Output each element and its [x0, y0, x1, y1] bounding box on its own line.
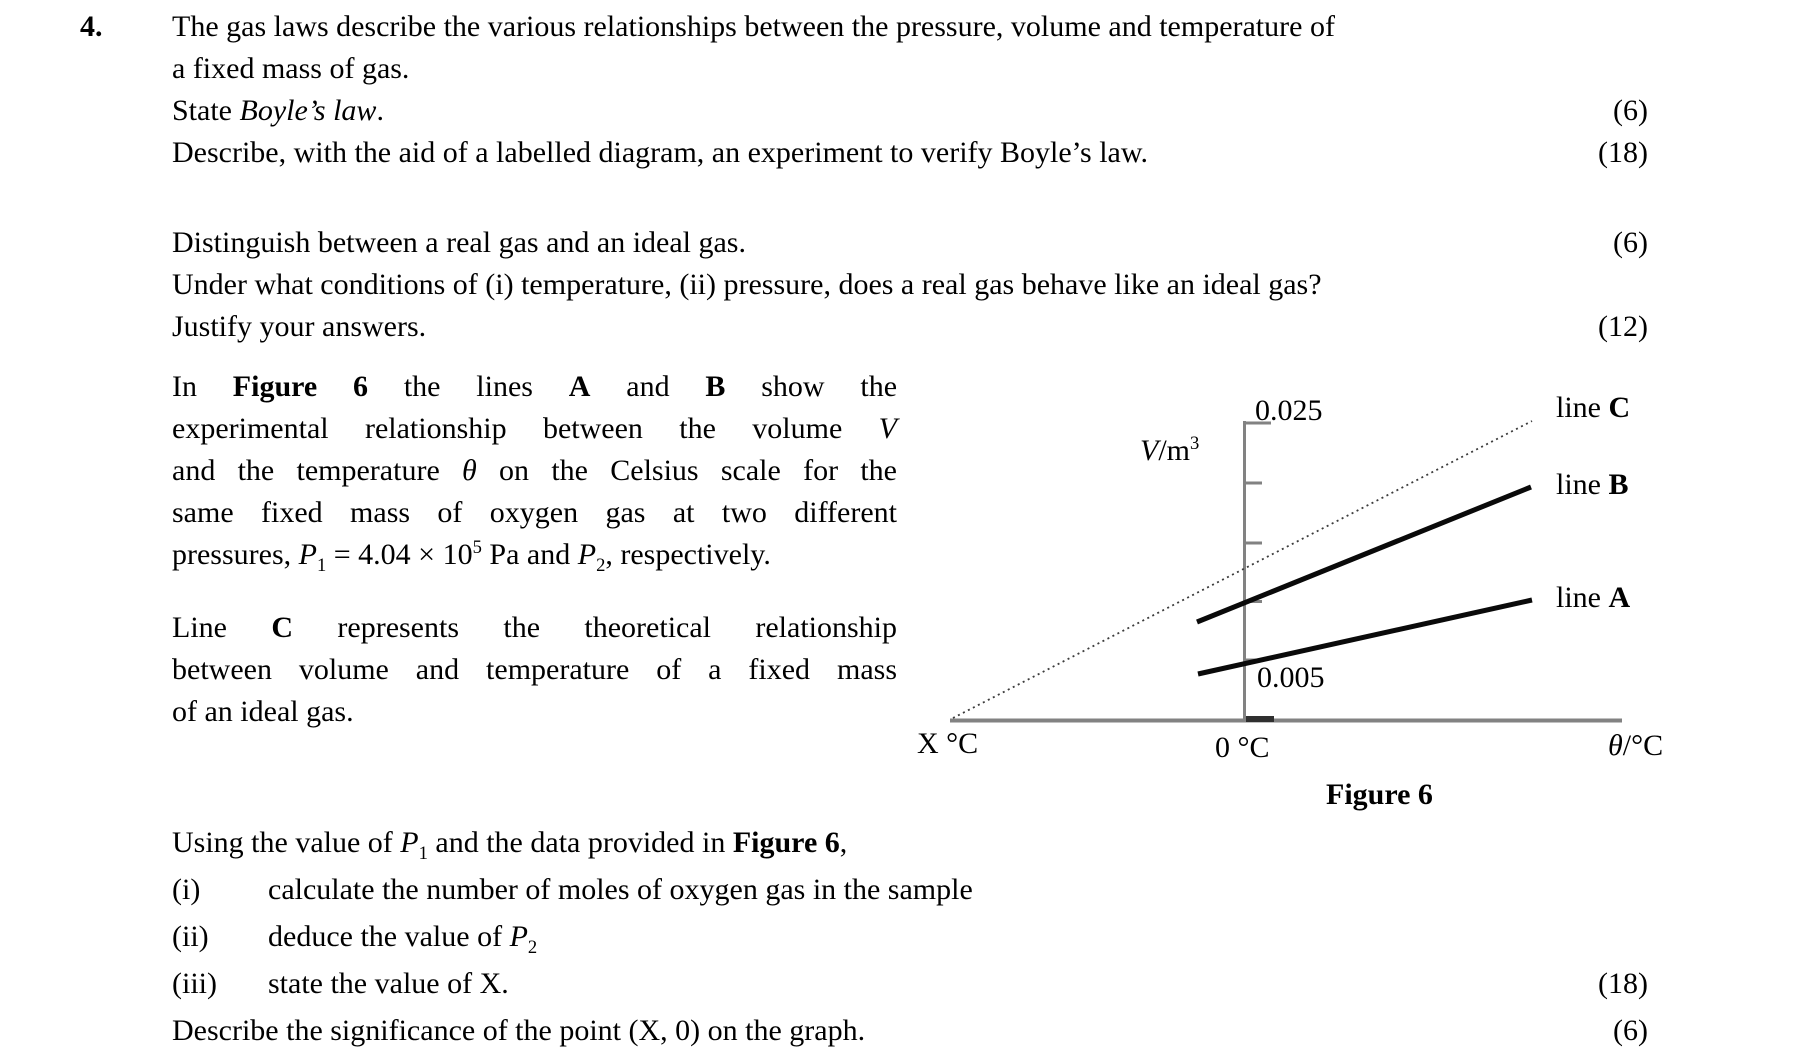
- p2-subscript: 2: [596, 555, 606, 576]
- item-iii-text: state the value of X.: [268, 967, 509, 1000]
- marks-justify: (12): [1598, 310, 1648, 343]
- letter-c-bold: C: [1608, 391, 1631, 424]
- y-tick-label-top: 0.025: [1255, 394, 1323, 427]
- line-a-bold: A: [568, 370, 591, 403]
- text-frag: Pa and: [481, 538, 578, 571]
- x-axis-label: [1608, 729, 1663, 763]
- state-post: .: [376, 94, 384, 127]
- line-b-label: [1556, 468, 1629, 502]
- v-italic: V: [1140, 434, 1159, 467]
- figure-caption: Figure 6: [1326, 778, 1433, 811]
- per-deg-c: /°C: [1622, 729, 1664, 762]
- line-b-plot: [1197, 487, 1531, 622]
- figure-6-bold: Figure 6: [732, 826, 840, 859]
- figure-6-bold: Figure 6: [232, 370, 369, 403]
- p1-italic: P: [400, 826, 419, 859]
- item-ii-label: (ii): [172, 920, 209, 953]
- describe-experiment-line: Describe, with the aid of a labelled diagram, an experiment to verify Boyle’s law.: [172, 136, 1149, 169]
- line-c-para-line-2: between volume and temperature of a fixed mass: [172, 653, 897, 686]
- intro-line-2: a fixed mass of gas.: [172, 52, 410, 85]
- text-frag: Using the value of: [172, 826, 401, 859]
- justify-line: Justify your answers.: [172, 310, 427, 343]
- text-frag: = 4.04 × 10: [326, 538, 473, 571]
- x-tick-label-left: X °C: [917, 727, 979, 760]
- text-frag: In: [172, 370, 233, 403]
- theta-italic: θ: [1608, 729, 1623, 762]
- text-frag: the lines: [368, 370, 569, 403]
- text-frag: and the temperature: [172, 454, 463, 487]
- marks-describe: (18): [1598, 136, 1648, 169]
- letter-a-bold: A: [1608, 581, 1631, 614]
- text-frag: on the Celsius scale for the: [476, 454, 897, 487]
- distinguish-line: Distinguish between a real gas and an ideal gas.: [172, 226, 746, 259]
- marks-state: (6): [1613, 94, 1648, 127]
- item-iii-label: (iii): [172, 967, 217, 1000]
- text-frag: , respectively.: [605, 538, 771, 571]
- ten-power-5: 5: [472, 537, 482, 558]
- text-frag: and the data provided in: [427, 826, 733, 859]
- theta-italic: θ: [462, 454, 477, 487]
- y-axis-label: [1140, 434, 1199, 468]
- line-a-plot: [1198, 600, 1532, 674]
- line-c-plot: [953, 421, 1532, 718]
- per-m: /m: [1158, 434, 1190, 467]
- text-frag: Line: [172, 611, 272, 644]
- state-boyles-law-line: [172, 90, 384, 132]
- figure-intro-line-1: [172, 366, 897, 408]
- figure-intro-line-5: [172, 534, 897, 576]
- line-b-bold: B: [705, 370, 726, 403]
- text-frag: line: [1556, 581, 1609, 614]
- p1-subscript: 1: [418, 843, 428, 864]
- p1-subscript: 1: [316, 555, 327, 576]
- volume-v-italic: V: [878, 412, 897, 445]
- figure-intro-line-2: [172, 408, 897, 450]
- line-c-bold: C: [271, 611, 294, 644]
- boyles-law-italic: Boyle’s law: [239, 94, 377, 127]
- state-pre: State: [172, 94, 240, 127]
- describe-point-line: Describe the significance of the point (X, 0) on the graph.: [172, 1014, 866, 1047]
- marks-distinguish: (6): [1613, 226, 1648, 259]
- intro-line-1: The gas laws describe the various relationships between the pressure, volume and temperature of: [172, 10, 1335, 43]
- p1-italic: P: [298, 538, 317, 571]
- text-frag: ,: [839, 826, 848, 859]
- line-c-para-line-3: of an ideal gas.: [172, 695, 354, 728]
- text-frag: pressures,: [172, 538, 299, 571]
- conditions-line: Under what conditions of (i) temperature, (ii) pressure, does a real gas behave like an ideal gas?: [172, 268, 1322, 301]
- item-i-label: (i): [172, 873, 201, 906]
- p2-italic: P: [509, 920, 528, 953]
- question-number: 4.: [80, 10, 103, 43]
- marks-item-iii: (18): [1598, 967, 1648, 1000]
- line-a-label: [1556, 581, 1630, 615]
- text-frag: line: [1556, 468, 1609, 501]
- x-tick-label-origin: 0 °C: [1215, 731, 1270, 764]
- figure-intro-line-3: [172, 450, 897, 492]
- p2-italic: P: [577, 538, 597, 571]
- line-c-label: [1556, 391, 1630, 425]
- item-i-text: calculate the number of moles of oxygen gas in the sample: [268, 873, 973, 906]
- text-frag: deduce the value of: [268, 920, 510, 953]
- item-ii-text: [268, 916, 537, 958]
- letter-b-bold: B: [1608, 468, 1629, 501]
- marks-describe-point: (6): [1613, 1014, 1648, 1047]
- cubed-superscript: 3: [1190, 433, 1200, 454]
- y-tick-label-low: 0.005: [1257, 661, 1325, 694]
- p2-subscript: 2: [527, 937, 538, 958]
- text-frag: represents the theoretical relationship: [293, 611, 897, 644]
- line-c-para-line-1: [172, 607, 897, 649]
- text-frag: show the: [725, 370, 898, 403]
- text-frag: line: [1556, 391, 1609, 424]
- task-using-line: [172, 822, 847, 864]
- text-frag: and: [590, 370, 706, 403]
- text-frag: experimental relationship between the volume: [172, 412, 879, 445]
- figure-intro-line-4: same fixed mass of oxygen gas at two different: [172, 496, 897, 529]
